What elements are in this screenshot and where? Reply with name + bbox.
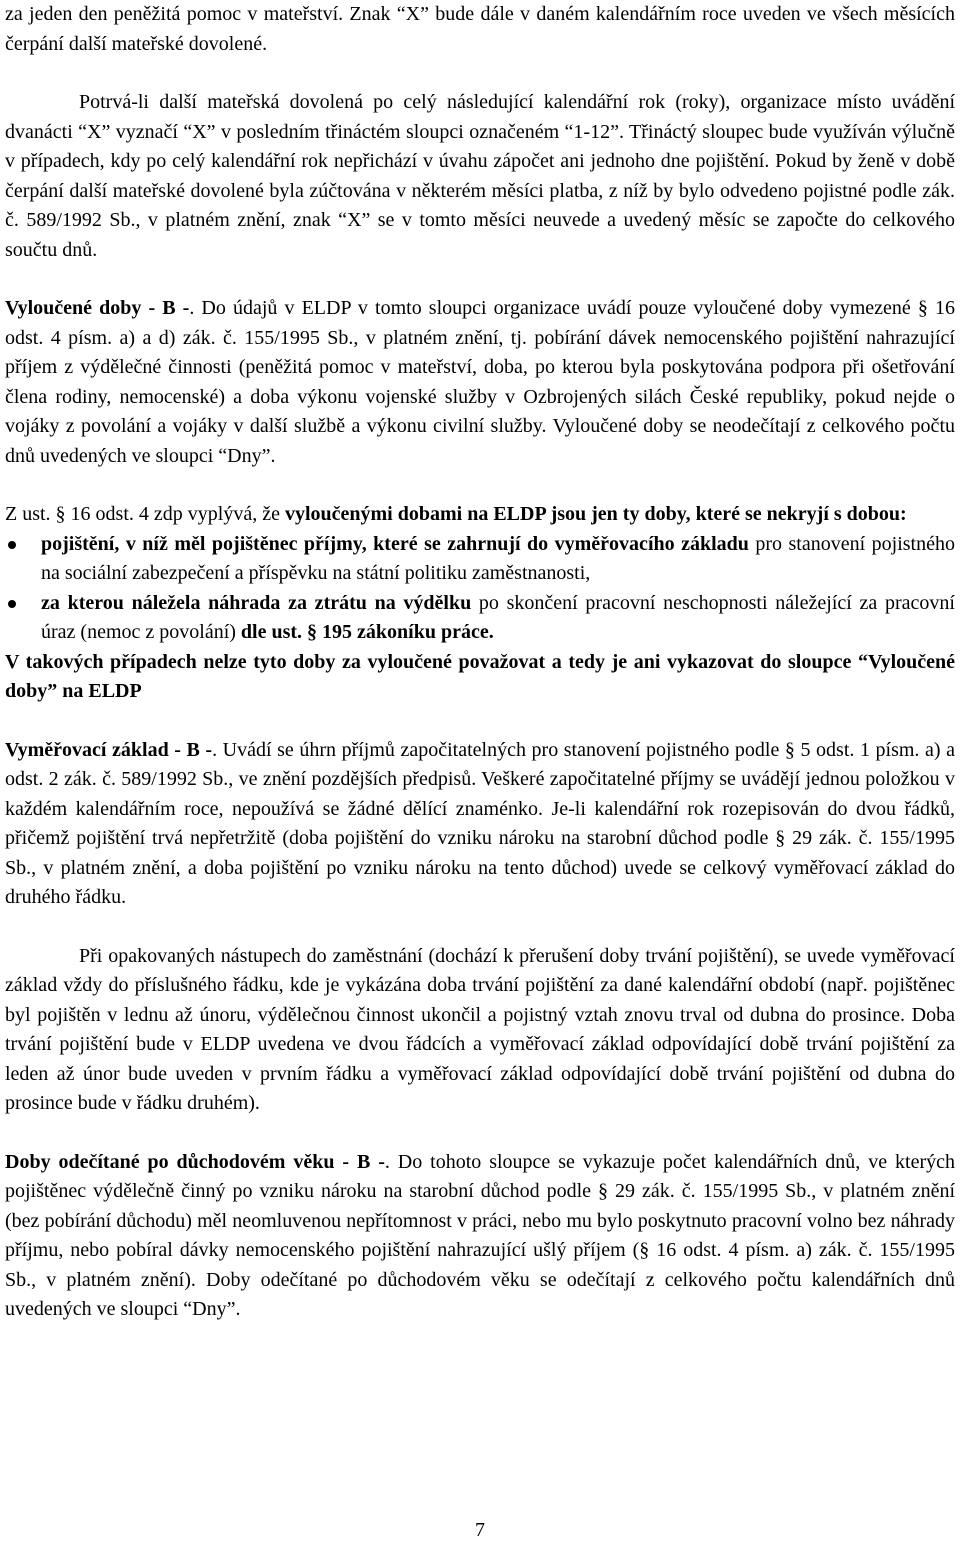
- text-span: . Do údajů v ELDP v tomto sloupci organizace uvádí pouze vyloučené doby vymezené § 16 odst. 4 písm. a) a d) zák. č. 155/1995 Sb., v platném znění, tj. pobírání dávek nemocenského pojištění nahrazující příjem z výdělečné činnosti (peněžitá pomoc v mateřství, doba, po kterou byla poskytována podpora při ošetřování člena rodiny, nemocenské) a doba výkonu vojenské služby v Ozbrojených silách České republiky, pokud nejde o vojáky z povolání a vojáky v další službě a výkonu civilní služby. Vyloučené doby se neodečítají z celkového počtu dnů uvedených ve sloupci “Dny”.: [5, 297, 955, 467]
- text-span: Třináctý sloupec bude využíván výlučně v případech, kdy po celý kalendářní rok nepřichází v úvahu zápočet ani jednoho dne pojištění.: [5, 120, 955, 172]
- section-heading: Vyloučené doby - B -: [5, 297, 190, 319]
- text-span: Pokud by ženě v době čerpání další mateřské dovolené byla zúčtována v některém měsíci platba, z níž by bylo odvedeno pojistné podle zák. č. 589/1992 Sb., v platném znění, znak “X” se v tomto měsíci neuvede a uvedený měsíc se započte do celkového součtu dnů.: [5, 150, 955, 261]
- paragraph-provision: [5, 500, 955, 530]
- text-span: po skončení pracovní neschopnosti náležející za pracovní úraz (nemoc z povolání): [41, 591, 955, 643]
- paragraph-excluded-periods: [5, 294, 955, 471]
- list-item: [5, 530, 955, 589]
- paragraph-conclusion: V takových případech nelze tyto doby za vyloučené považovat a tedy je ani vykazovat do sloupce “Vyloučené doby” na ELDP: [5, 650, 955, 702]
- text-span: . Do tohoto sloupce se vykazuje počet kalendářních dnů, ve kterých pojištěnec výdělečně činný po vzniku nároku na starobní důchod podle § 29 zák. č. 155/1995 Sb., v platném znění (bez pobírání důchodu) měl neomluvenou nepřítomnost v práci, nebo mu bylo poskytnuto pracovní volno bez náhrady příjmu, nebo pobíral dávky nemocenského pojištění nahrazující ušlý příjem (§ 16 odst. 4 písm. a) zák. č. 155/1995 Sb., v platném znění). Doby odečítané po důchodovém věku se odečítají z celkového počtu kalendářních dnů uvedených ve sloupci “Dny”.: [5, 1150, 955, 1320]
- list-item: [5, 589, 955, 648]
- page-number: 7: [475, 1519, 485, 1541]
- bold-span: pojištění, v níž měl pojištěnec příjmy, které se zahrnují do vyměřovacího základu: [41, 532, 749, 555]
- bold-span: za kterou náležela náhrada za ztrátu na výdělku: [41, 591, 472, 614]
- text-span: Z ust. § 16 odst. 4 zdp vyplývá, že: [5, 503, 285, 525]
- section-heading: Vyměřovací základ - B -: [5, 738, 213, 761]
- paragraph-repeated-employment: Při opakovaných nástupech do zaměstnání (dochází k přerušení doby trvání pojištění), se uvede vyměřovací základ vždy do příslušného řádku, kde je vykázána doba trvání pojištění za dané kalendářní období (např. pojištěnec byl pojištěn v lednu až únoru, výdělečnou činnost ukončil a pojistný vztah znovu trval od dubna do prosince. Doba trvání pojištění bude v ELDP uvedena ve dvou řádcích a vyměřovací základ odpovídající době trvání pojištění za leden až únor bude uveden v prvním řádku a vyměřovací základ odpovídající době trvání pojištění od dubna do prosince bude v řádku druhém).: [5, 944, 955, 1114]
- text-span: . Uvádí se úhrn příjmů započitatelných pro stanovení pojistného podle § 5 odst. 1 písm. a) a odst. 2 zák. č. 589/1992 Sb., ve znění pozdějších předpisů. Veškeré započitatelné příjmy se uvádějí jednou položkou v každém kalendářním roce, nepoužívá se žádné dělící znaménko. Je-li kalendářní rok rozepisován do dvou řádků, přičemž pojištění trvá nepřetržitě (doba pojištění do vzniku nároku na starobní důchod podle § 29 zák. č. 155/1995 Sb., v platném znění, a doba pojištění po vzniku nároku na tento důchod) uvede se celkový vyměřovací základ do druhého řádku.: [5, 738, 955, 908]
- text-span: Potrvá-li další mateřská dovolená po celý následující kalendářní rok (roky), organizace místo uvádění dvanácti “X” vyznačí “X” v posledním třináctém sloupci označeném “1-12”.: [5, 91, 955, 143]
- section-heading: Doby odečítané po důchodovém věku - B -: [5, 1150, 385, 1173]
- document-page: [5, 0, 955, 1325]
- bold-span: dle ust. § 195 zákoníku práce.: [240, 621, 494, 643]
- text-span: pro stanovení pojistného na sociální zabezpečení a příspěvku na státní politiku zaměstnanosti,: [41, 532, 955, 584]
- paragraph-maternity-leave: [5, 88, 955, 265]
- paragraph-continuation: za jeden den peněžitá pomoc v mateřství. Znak “X” bude dále v daném kalendářním roce uveden ve všech měsících čerpání další mateřské dovolené.: [5, 3, 955, 55]
- paragraph-assessment-base: [5, 736, 955, 913]
- paragraph-deducted-periods: [5, 1148, 955, 1325]
- bullet-list: [5, 530, 955, 648]
- bold-span: vyloučenými dobami na ELDP jsou jen ty doby, které se nekryjí s dobou:: [284, 503, 907, 525]
